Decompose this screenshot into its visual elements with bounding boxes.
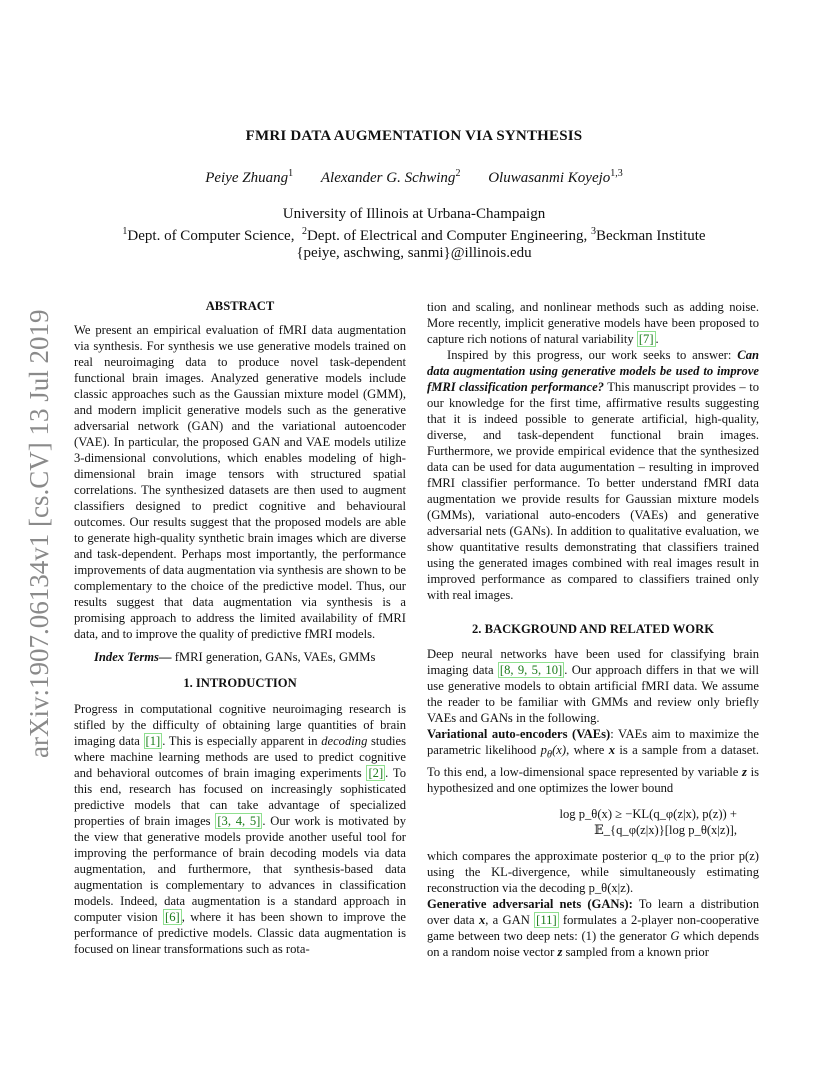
author-name: Alexander G. Schwing [320,170,456,186]
author-3 [488,170,623,186]
text-span: , where it has been shown to improve the performance of predictive models. Classic data augmentation is focused on linear transformations such as rota- [74,910,406,956]
text-span: tion and scaling, and nonlinear methods such as adding noise. More recently, implicit generative models have been proposed to capture rich notions of natural variability [427,300,759,346]
equation-line-2: 𝔼_{q_φ(z|x)}[log p_θ(x|z)], [594,822,737,837]
dept-sup: 1 [122,226,128,237]
text-span: Inspired by this progress, our work seeks to answer: [447,348,738,362]
math-symbol: x [478,912,486,927]
posterior-paragraph: which compares the approximate posterior q_φ to the prior p(z) using the KL-divergence, while simultaneously estimating reconstruction via the decoding p_θ(x|z). [427,848,759,895]
left-column [74,298,406,957]
right-paragraph-2 [427,347,759,603]
math-symbol: p [540,743,547,757]
text-span: . To this end, research has focused on increasingly sophisticated predictive models that can take advantage of specialized properties of brain images [74,766,406,828]
math-symbol: z [557,944,563,959]
background-paragraph [427,646,759,726]
abstract-text: We present an empirical evaluation of fMRI data augmentation via synthesis. For synthesis we use generative models trained on real neuroimaging data to produce novel task-dependent functional brain images. Analyzed generative models include classic approaches such as the Gaussian mixture model (GMM), and modern implicit generative models such as the generative adversarial network (GAN) and the variational autoencoder (VAE). In particular, the proposed GAN and VAE models utilize 3-dimensional convolutions, which enables modeling of high-dimensional brain image tensors with structured spatial correlations. The synthesized datasets are then used to augment classifiers designed to predict cognitive and behavioural outcomes. Our results suggest that the proposed models are able to generate high-quality synthetic brain images which are diverse and task-dependent. Perhaps most importantly, the performance improvements of data augmentation via synthesis are shown to be complementary to the choice of the predictive model. Thus, our results suggest that data augmentation via synthesis is a promising approach to address the limited availability of fMRI data, and to improve the quality of predictive fMRI models. [74,323,406,641]
text-span: . This is especially apparent in [162,734,322,748]
right-column [427,299,759,960]
vae-paragraph [427,726,759,796]
emphasis-text: decoding [321,734,368,748]
author-sup: 1,3 [610,168,623,179]
index-terms-text: fMRI generation, GANs, VAEs, GMMs [171,650,376,664]
equation-line-1: log p_θ(x) ≥ −KL(q_φ(z|x), p(z)) + [559,806,737,821]
text-span: . Our approach differs in that we will use generative models to obtain artificial fMRI data. We assume the reader to be familiar with GMMs and review only briefly VAEs and GANs in the following. [427,663,759,725]
text-span: , where [566,743,609,757]
text-span: Progress in computational cognitive neuroimaging research is stifled by the difficulty of obtaining large quantities of brain imaging data [74,702,406,748]
text-span: formulates a 2-player non-cooperative game between two deep nets: (1) the generator [427,912,760,943]
gan-label: Generative adversarial nets (GANs): [427,896,633,911]
author-sup: 2 [455,168,461,179]
citation-link[interactable]: [2] [368,766,384,780]
dept-name: Dept. of Computer Science, [127,228,295,244]
affiliation-email: {peiye, aschwing, sanmi}@illinois.edu [296,245,532,261]
text-span: is a sample from a dataset. To this end, a low-dimensional space represented by variable [427,743,759,779]
citation-link[interactable]: [11] [536,912,557,927]
citation-link[interactable]: [6] [165,910,180,924]
research-question: Can data augmentation using generative models be used to improve fMRI classification performance? [427,348,759,394]
index-terms [74,649,406,665]
citation-link[interactable]: [1] [145,734,161,748]
index-terms-label: Index Terms— [94,650,172,664]
dept-sup: 3 [591,226,597,237]
text-span: : VAEs aim to maximize the parametric likelihood [427,727,759,757]
math-symbol: (x) [552,743,567,757]
text-span: . [655,332,659,346]
author-2 [321,170,461,186]
author-name: Oluwasanmi Koyejo [488,170,611,186]
text-span: which depends on a random noise vector [427,928,760,959]
right-paragraph-1 [427,299,759,347]
gan-paragraph [427,896,759,960]
dept-sup: 2 [301,226,307,237]
author-name: Peiye Zhuang [205,170,289,186]
author-sup: 1 [288,168,294,179]
background-heading: 2. BACKGROUND AND RELATED WORK [472,622,714,636]
intro-paragraph [74,701,406,957]
citation-link[interactable]: [8, 9, 5, 10] [499,663,563,677]
text-span: , a GAN [485,912,535,927]
text-span: This manuscript provides – to our knowledge for the first time, affirmative results suggesting that it is indeed possible to generate artificial, high-quality, diverse, and task-dependent functional brain images. Furthermore, we provide empirical evidence that the synthesized data can be used for data augumentation – resulting in improved fMRI classifier performance. To better understand fMRI data augmentation we provide results for Gaussian mixture models (GMMs), variational auto-encoders (VAEs) and generative adversarial nets (GANs). In addition to qualitative evaluation, we show quantitative results demonstrating that classifiers trained using the generated images combined with real images result in improved performance as compared to classifiers trained only with real images. [427,380,759,602]
author-list [0,168,828,187]
arxiv-stamp-text: arXiv:1907.06134v1 [cs.CV] 13 Jul 2019 [24,309,54,758]
vae-label: Variational auto-encoders (VAEs) [427,727,611,741]
dept-name: Dept. of Electrical and Computer Engineering, [306,228,588,244]
math-symbol: θ [546,749,553,761]
paper-title: FMRI DATA AUGMENTATION VIA SYNTHESIS [245,128,583,144]
citation-link[interactable]: [3, 4, 5] [217,814,261,828]
text-span: Deep neural networks have been used for classifying brain imaging data [427,647,759,677]
arxiv-stamp [12,290,58,760]
intro-heading: 1. INTRODUCTION [183,676,297,690]
math-symbol: G [670,928,680,943]
text-span: is hypothesized and one optimizes the lower bound [427,764,759,795]
affiliation-university: University of Illinois at Urbana-Champaign [282,206,546,222]
text-span: . Our work is motivated by the view that generative models provide another useful tool for improving the performance of brain decoding models via data augmentation, and furthermore, that synthesis-based data augmentation is complementary to advances in classification models. Indeed, data augmentation is a standard approach in computer vision [74,814,407,924]
author-1 [205,170,293,186]
text-span: sampled from a known prior [562,944,709,959]
abstract-heading: ABSTRACT [205,299,275,313]
citation-link[interactable]: [7] [638,332,654,346]
dept-name: Beckman Institute [596,228,706,244]
math-symbol: z [742,764,747,779]
affiliation-departments [0,226,828,245]
text-span: studies where machine learning methods are used to predict cognitive and behavioral outcomes of brain imaging experiments [74,734,406,780]
math-symbol: x [608,743,615,757]
text-span: To learn a distribution over data [427,896,759,927]
